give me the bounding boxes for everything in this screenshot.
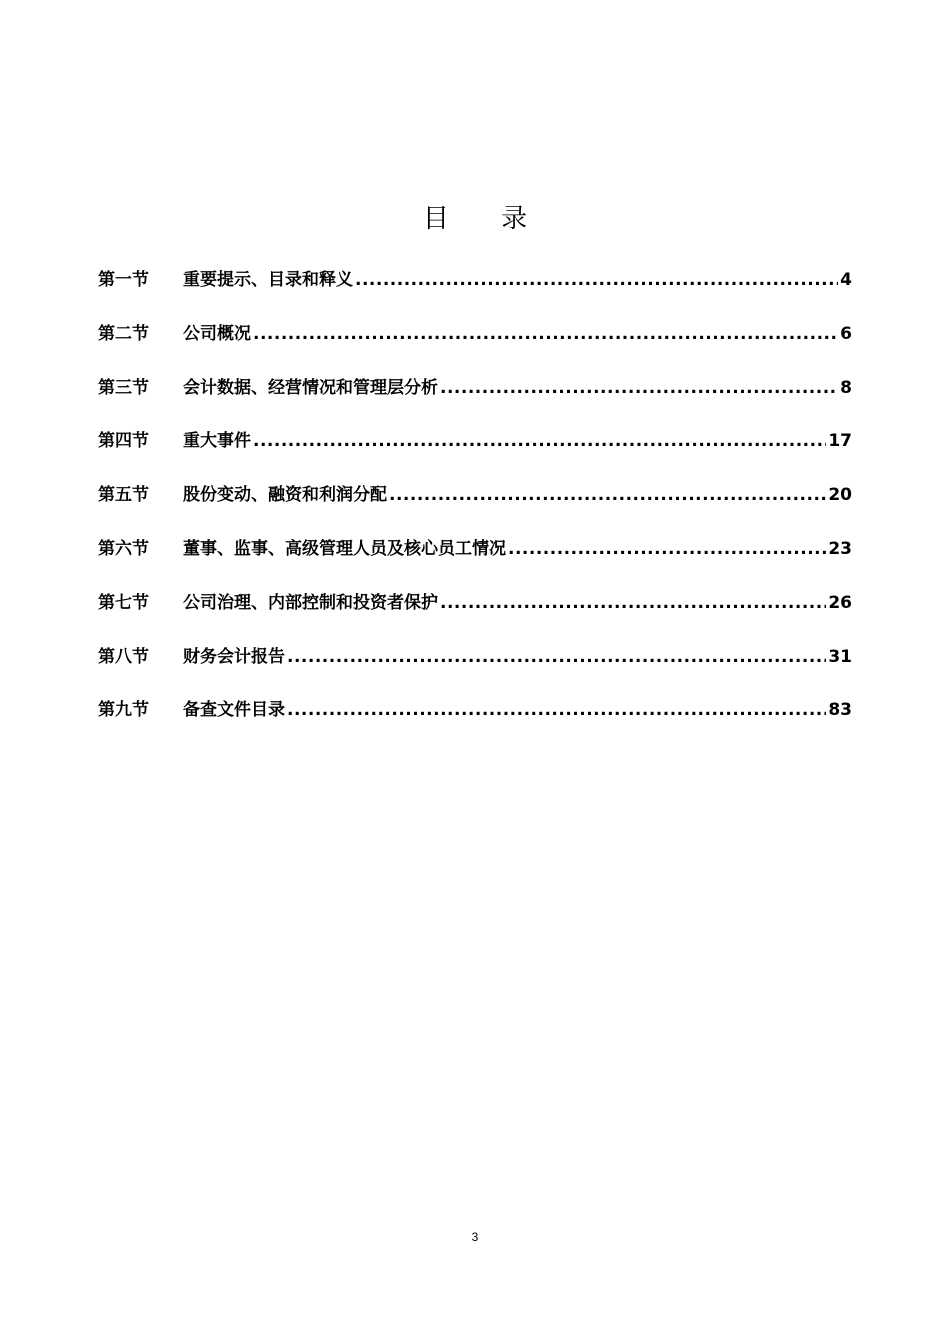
toc-section-number: 第八节 <box>98 646 149 667</box>
toc-leader-dots <box>287 641 826 673</box>
toc-leader-dots <box>440 372 838 404</box>
toc-leader-dots <box>389 479 826 511</box>
toc-leader-dots <box>253 318 838 350</box>
toc-entry[interactable] <box>98 318 852 372</box>
toc-section-name: 董事、监事、高级管理人员及核心员工情况 <box>183 538 506 559</box>
toc-leader-dots <box>253 425 826 457</box>
toc-leader-dots <box>440 587 826 619</box>
toc-section-number: 第七节 <box>98 592 149 613</box>
toc-page-number: 26 <box>828 592 852 613</box>
toc-entry[interactable] <box>98 479 852 533</box>
toc-section-name: 股份变动、融资和利润分配 <box>183 485 387 506</box>
toc-section-number: 第三节 <box>98 377 149 398</box>
toc-section-number: 第一节 <box>98 270 149 290</box>
toc-section-name: 备查文件目录 <box>183 700 285 721</box>
toc-entry[interactable] <box>98 533 852 587</box>
toc-section-number: 第九节 <box>98 700 149 721</box>
toc-page-number: 20 <box>828 485 852 506</box>
toc-leader-dots <box>508 533 826 565</box>
toc-section-name: 会计数据、经营情况和管理层分析 <box>183 377 438 398</box>
toc-leader-dots <box>287 694 826 726</box>
toc-section-number: 第二节 <box>98 323 149 344</box>
toc-entry[interactable] <box>98 264 852 318</box>
toc-section-name: 重要提示、目录和释义 <box>183 270 353 290</box>
toc-page-number: 17 <box>828 431 852 452</box>
toc-section-name: 重大事件 <box>183 431 251 452</box>
page-title: 目 录 <box>422 204 550 234</box>
toc-section-number: 第六节 <box>98 538 149 559</box>
toc-section-name: 财务会计报告 <box>183 646 285 667</box>
toc-section-name: 公司概况 <box>183 323 251 344</box>
table-of-contents <box>98 264 852 748</box>
toc-entry[interactable] <box>98 425 852 479</box>
toc-section-name: 公司治理、内部控制和投资者保护 <box>183 592 438 613</box>
toc-page-number: 83 <box>828 700 852 721</box>
page-number: 3 <box>471 1230 479 1244</box>
toc-page-number: 4 <box>840 270 852 290</box>
toc-entry[interactable] <box>98 372 852 426</box>
toc-section-number: 第五节 <box>98 485 149 506</box>
toc-entry[interactable] <box>98 694 852 748</box>
toc-page-number: 6 <box>840 323 852 344</box>
toc-page-number: 8 <box>840 377 852 398</box>
toc-leader-dots <box>355 264 838 296</box>
toc-page-number: 31 <box>828 646 852 667</box>
toc-entry[interactable] <box>98 587 852 641</box>
toc-section-number: 第四节 <box>98 431 149 452</box>
toc-page-number: 23 <box>828 538 852 559</box>
toc-entry[interactable] <box>98 641 852 695</box>
